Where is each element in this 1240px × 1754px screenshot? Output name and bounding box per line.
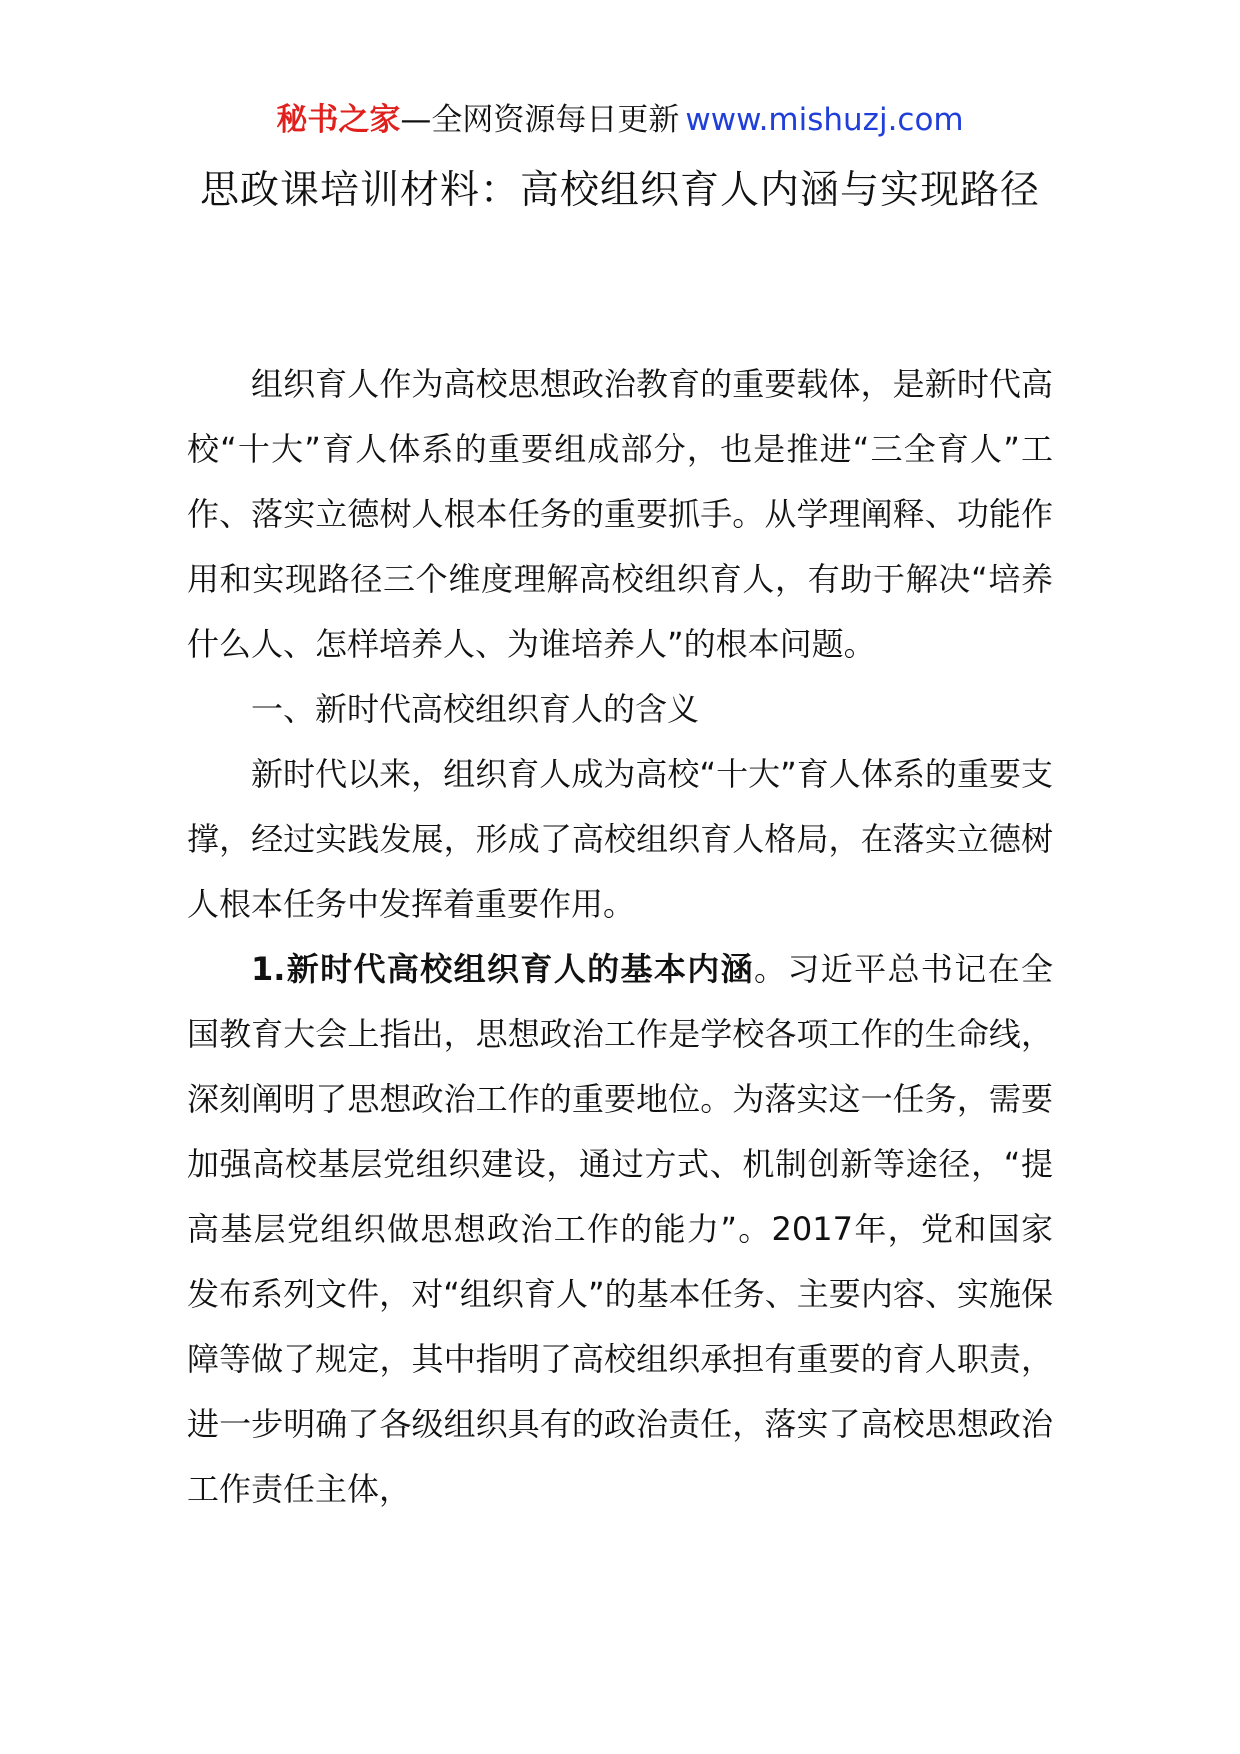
section-heading-1: 一、新时代高校组织育人的含义 xyxy=(251,690,700,728)
paragraph-point-1 xyxy=(187,937,1053,1522)
point-1-lead: 1.新时代高校组织育人的基本内涵 xyxy=(251,950,754,988)
site-header xyxy=(0,100,1240,140)
site-url-link[interactable]: www.mishuzj.com xyxy=(685,102,964,138)
site-tagline: —全网资源每日更新 xyxy=(400,102,680,138)
point-1-text: 。习近平总书记在全国教育大会上指出，思想政治工作是学校各项工作的生命线，深刻阐明了思想政治工作的重要地位。为落实这一任务，需要加强高校基层党组织建设，通过方式、机制创新等途径，“提高基层党组织做思想政治工作的能力”。2017年，党和国家发布系列文件，对“组织育人”的基本任务、主要内容、实施保障等做了规定，其中指明了高校组织承担有重要的育人职责，进一步明确了各级组织具有的政治责任，落实了高校思想政治工作责任主体， xyxy=(187,950,1053,1508)
document-title: 思政课培训材料：高校组织育人内涵与实现路径 xyxy=(199,168,1040,213)
document-body xyxy=(187,352,1053,1522)
paragraph-section-1: 新时代以来，组织育人成为高校“十大”育人体系的重要支撑，经过实践发展，形成了高校组织育人格局，在落实立德树人根本任务中发挥着重要作用。 xyxy=(187,755,1053,923)
paragraph-intro: 组织育人作为高校思想政治教育的重要载体，是新时代高校“十大”育人体系的重要组成部分，也是推进“三全育人”工作、落实立德树人根本任务的重要抓手。从学理阐释、功能作用和实现路径三个维度理解高校组织育人，有助于解决“培养什么人、怎样培养人、为谁培养人”的根本问题。 xyxy=(187,365,1053,663)
brand-name: 秘书之家 xyxy=(276,102,401,138)
